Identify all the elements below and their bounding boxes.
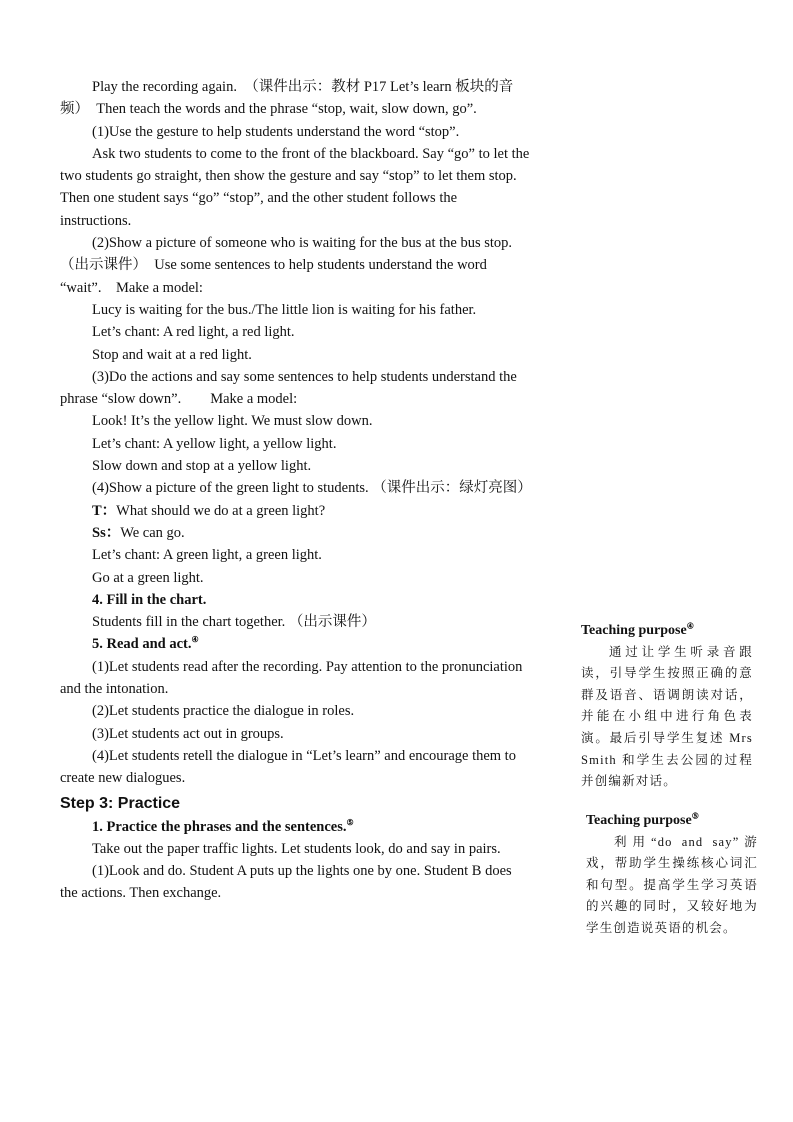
dialogue-text: We can go.	[120, 524, 185, 541]
note-title: Teaching purpose④	[581, 621, 694, 638]
footnote-marker: ⑤	[346, 817, 354, 827]
paragraph: Take out the paper traffic lights. Let students look, do and say in pairs.	[92, 840, 501, 857]
paragraph: (1)Look and do. Student A puts up the lights one by one. Student B does the actions. Then exchange.	[60, 863, 512, 902]
paragraph: (1)Use the gesture to help students understand the word “stop”.	[92, 123, 460, 140]
model-sentence: Look! It’s the yellow light. We must slow down.	[92, 413, 373, 430]
paragraph: Students fill in the chart together. （出示课件）	[92, 614, 376, 631]
paragraph: (4)Show a picture of the green light to students. （课件出示：绿灯亮图）	[92, 480, 532, 497]
model-sentence: Lucy is waiting for the bus./The little lion is waiting for his father.	[92, 301, 477, 318]
footnote-marker: ④	[686, 621, 694, 631]
paragraph: (3)Let students act out in groups.	[92, 725, 284, 742]
paragraph: (3)Do the actions and say some sentences to help students understand the phrase “slow down”. Make a model:	[60, 368, 517, 408]
chant-line: Let’s chant: A green light, a green light.	[92, 547, 322, 564]
dialogue-line-teacher	[60, 500, 530, 522]
chant-line: Let’s chant: A red light, a red light.	[92, 324, 295, 341]
note-body: 通过让学生听录音跟读，引导学生按照正确的意群及语音、语调朗读对话，并能在小组中进行角色表演。最后引导学生复述 Mrs Smith 和学生去公园的过程并创编新对话。	[581, 644, 753, 789]
paragraph: (4)Let students retell the dialogue in “Let’s learn” and encourage them to create new dialogues.	[60, 747, 516, 787]
chant-line: Go at a green light.	[92, 569, 204, 586]
lesson-body	[60, 76, 530, 905]
note-body: 利用“do and say”游戏，帮助学生操练核心词汇和句型。提高学生学习英语的兴趣的同时，又较好地为学生创造说英语的机会。	[586, 834, 758, 935]
section-heading: 1. Practice the phrases and the sentences.⑤	[92, 817, 354, 835]
paragraph: (1)Let students read after the recording. Pay attention to the pronunciation and the intonation.	[60, 658, 523, 698]
paragraph: Ask two students to come to the front of the blackboard. Say “go” to let the two students go straight, then show the gesture and say “stop” to let them stop. Then one student says “go” “stop”, and the other student follows the instructions.	[60, 145, 530, 229]
dialogue-line-students	[60, 522, 530, 544]
paragraph: (2)Let students practice the dialogue in roles.	[92, 703, 355, 720]
paragraph: Play the recording again. （课件出示：教材 P17 Let’s learn 板块的音频） Then teach the words and the phrase “stop, wait, slow down, go”.	[60, 79, 514, 118]
step-heading: Step 3: Practice	[60, 794, 181, 812]
teaching-purpose-note	[586, 810, 758, 940]
chant-line: Let’s chant: A yellow light, a yellow light.	[92, 435, 337, 452]
chant-line: Slow down and stop at a yellow light.	[92, 458, 312, 475]
section-heading: 5. Read and act.④	[92, 635, 199, 653]
speaker-label: Ss：	[92, 524, 121, 541]
dialogue-text: What should we do at a green light?	[116, 502, 326, 519]
speaker-label: T：	[92, 502, 117, 519]
footnote-marker: ④	[191, 635, 199, 645]
teaching-purpose-note	[581, 620, 753, 793]
note-title: Teaching purpose⑤	[586, 811, 699, 828]
paragraph: (2)Show a picture of someone who is waiting for the bus at the bus stop.（出示课件） Use some sentences to help students understand the word “wait”. Make a model:	[60, 235, 513, 296]
section-heading: 4. Fill in the chart.	[92, 591, 207, 608]
chant-line: Stop and wait at a red light.	[92, 346, 252, 363]
footnote-marker: ⑤	[691, 811, 699, 821]
